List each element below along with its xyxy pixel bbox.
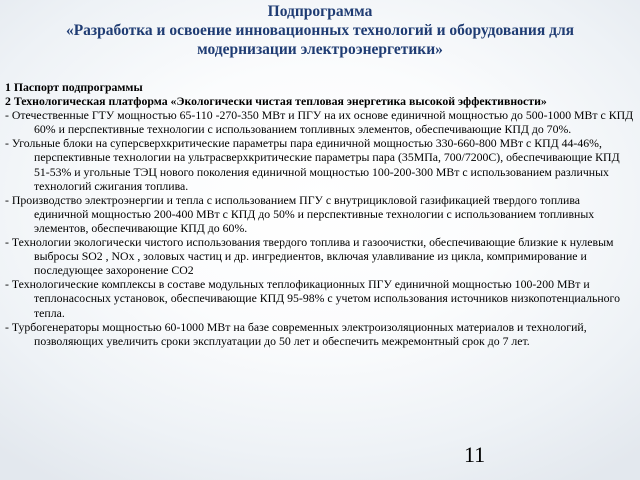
section-heading-passport: 1 Паспорт подпрограммы xyxy=(5,80,143,94)
slide-body xyxy=(5,80,635,348)
section-heading-platform: 2 Технологическая платформа «Экологически чистая тепловая энергетика высокой эффективности» xyxy=(5,94,547,109)
title-line-2: «Разработка и освоение инновационных технологий и оборудования для xyxy=(65,22,575,39)
page-number: 11 xyxy=(464,442,486,467)
list-item-coal-units: - Угольные блоки на суперсверхкритические параметры пара единичной мощностью 330-660-800 МВт с КПД 44-46%, перспективные технологии на ультрасверхкритические параметры пара (35МПа, 700/7200С), обеспечивающие КПД 51-53% и угольные ТЭЦ нового поколения единичной мощностью 100-200-300 МВт с использованием различных технологий сжигания топлива. xyxy=(5,136,620,193)
list-item-heat-pumps: - Технологические комплексы в составе модульных теплофикационных ПГУ единичной мощностью 100-200 МВт и теплонасосных установок, обеспечивающие КПД 95-98% с учетом использования источников низкопотенциального тепла. xyxy=(5,277,621,320)
list-item-gtu: - Отечественные ГТУ мощностью 65-110 -270-350 МВт и ПГУ на их основе единичной мощностью до 500-1000 МВт с КПД 60% и перспективные технологии с использованием топливных элементов, обеспечивающие КПД до 70%. xyxy=(5,108,634,137)
list-item-clean-fuel: - Технологии экологически чистого использования твердого топлива и газоочистки, обеспечивающие близкие к нулевым выбросы SO2 , NOx , золовых частиц и др. ингредиентов, включая улавливание из цикла, компримирование и последующее захоронение CO2 xyxy=(5,235,614,278)
slide-title xyxy=(10,2,630,59)
list-item-gasification: - Производство электроэнергии и тепла с использованием ПГУ с внутрицикловой газификацией твердого топлива единичной мощностью 200-400 МВт с КПД до 50% и перспективные технологии с использованием топливных элементов, обеспечивающие КПД до 60%. xyxy=(5,192,595,235)
list-item-turbogenerators: - Турбогенераторы мощностью 60-1000 МВт на базе современных электроизоляционных материалов и технологий, позволяющих увеличить сроки эксплуатации до 50 лет и обеспечить межремонтный срок до 7 лет. xyxy=(5,319,587,348)
title-line-3: модернизации электроэнергетики» xyxy=(197,41,443,58)
title-line-1: Подпрограмма xyxy=(267,3,373,20)
